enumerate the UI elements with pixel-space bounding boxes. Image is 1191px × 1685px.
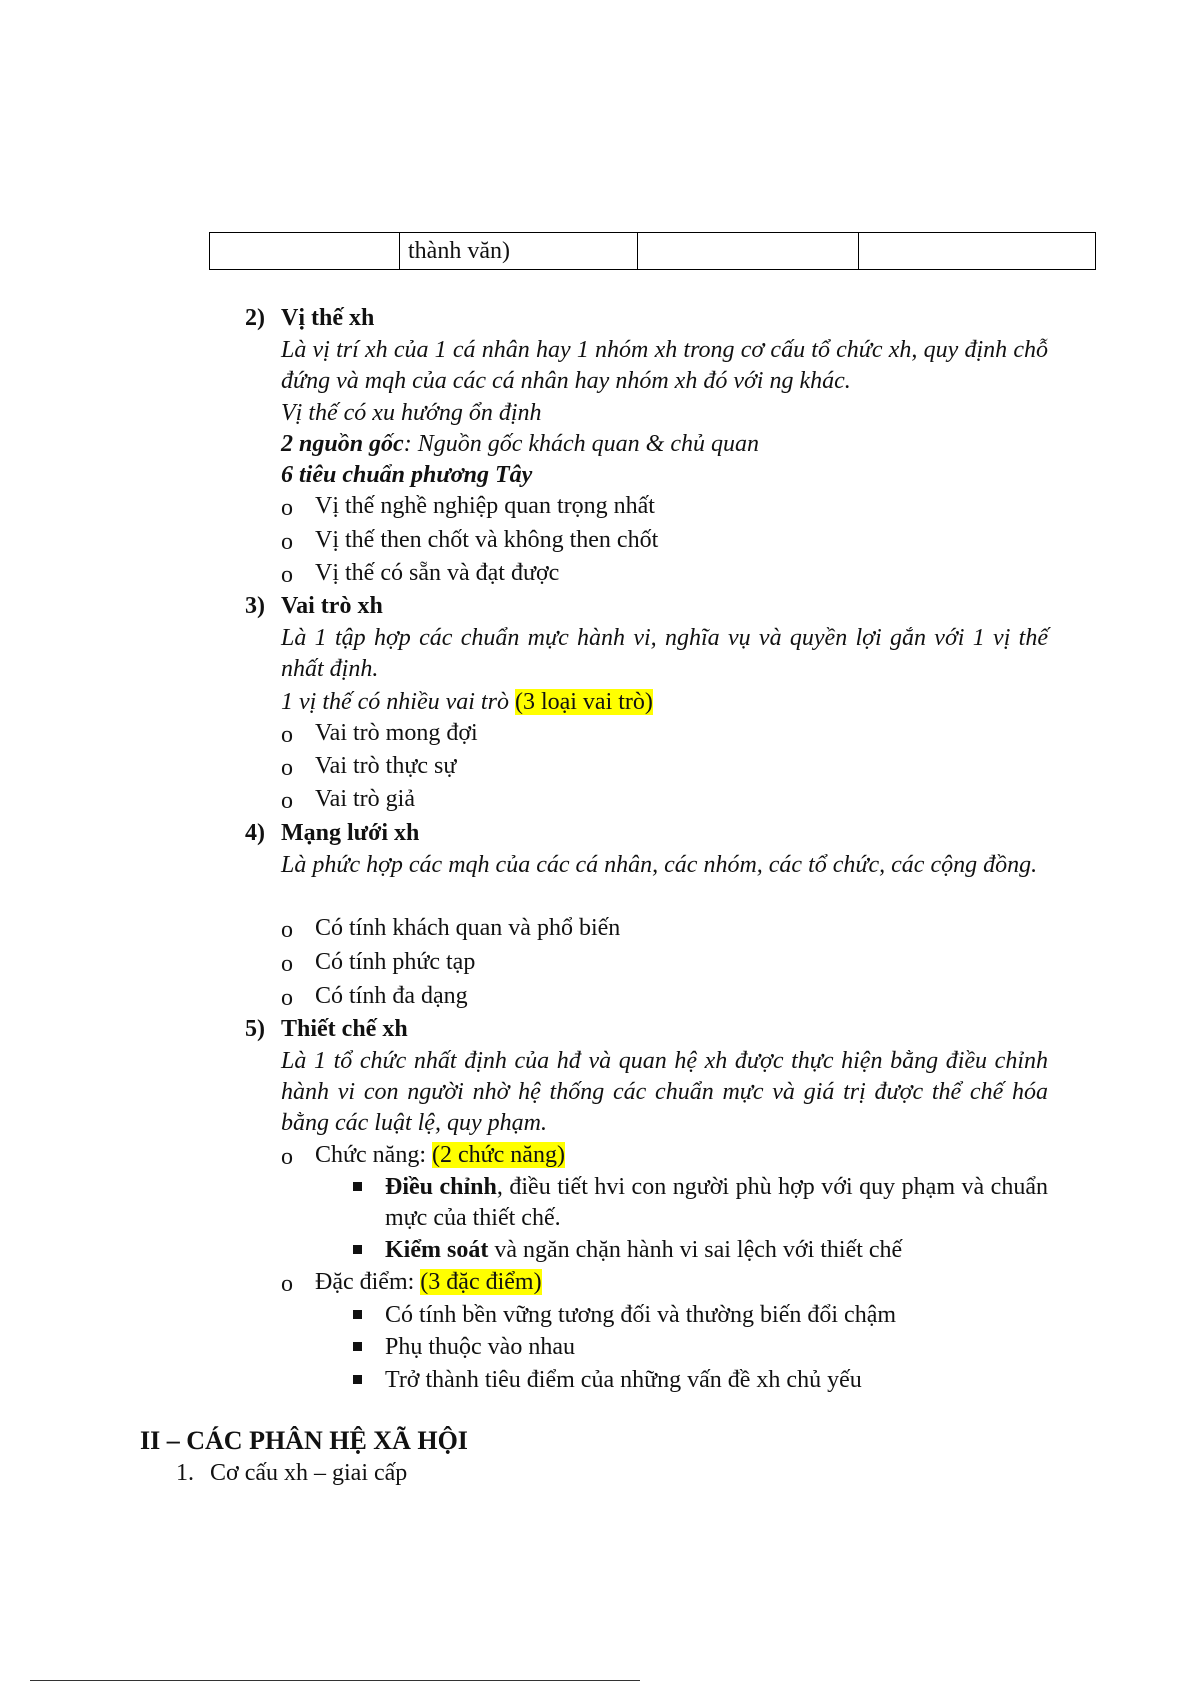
list-item: Phụ thuộc vào nhau bbox=[385, 1334, 575, 1360]
square-bullet-icon bbox=[353, 1375, 362, 1384]
circle-bullet-icon: o bbox=[281, 951, 293, 977]
table-cell bbox=[859, 233, 1096, 270]
circle-bullet-icon: o bbox=[281, 788, 293, 814]
square-bullet-icon bbox=[353, 1342, 362, 1351]
footer-divider bbox=[30, 1680, 640, 1681]
section-title: Vị thế xh bbox=[281, 305, 375, 331]
origin-line bbox=[281, 429, 759, 459]
function-label: Chức năng: bbox=[315, 1142, 432, 1168]
list-item: Vị thế nghề nghiệp quan trọng nhất bbox=[315, 493, 655, 519]
highlight-text: (2 chức năng) bbox=[432, 1142, 565, 1168]
origin-label: 2 nguồn gốc bbox=[281, 431, 404, 457]
list-item: Có tính khách quan và phổ biến bbox=[315, 915, 621, 941]
numbered-item-number: 1. bbox=[176, 1460, 194, 1486]
list-item: Vị thế có sẵn và đạt được bbox=[315, 560, 560, 586]
section-definition: Là phức hợp các mqh của các cá nhân, các nhóm, các tổ chức, các cộng đồng. bbox=[281, 852, 1038, 878]
feature-line bbox=[315, 1267, 542, 1297]
function-line bbox=[315, 1140, 565, 1170]
list-item: Có tính bền vững tương đối và thường biến đổi chậm bbox=[385, 1302, 897, 1328]
origin-text: : Nguồn gốc khách quan & chủ quan bbox=[403, 431, 759, 457]
criteria-heading: 6 tiêu chuẩn phương Tây bbox=[281, 462, 533, 488]
table-cell bbox=[210, 233, 400, 270]
section-title: Mạng lưới xh bbox=[281, 820, 420, 846]
list-item: Trở thành tiêu điểm của những vấn đề xh chủ yếu bbox=[385, 1367, 862, 1393]
square-bullet-icon bbox=[353, 1182, 362, 1191]
list-item: Vai trò thực sự bbox=[315, 753, 457, 779]
circle-bullet-icon: o bbox=[281, 1271, 293, 1297]
circle-bullet-icon: o bbox=[281, 985, 293, 1011]
table-row bbox=[210, 233, 1096, 270]
square-bullet-icon bbox=[353, 1245, 362, 1254]
circle-bullet-icon: o bbox=[281, 917, 293, 943]
list-item: Có tính phức tạp bbox=[315, 949, 476, 975]
section-note-line bbox=[281, 687, 653, 717]
section-number: 3) bbox=[245, 593, 265, 619]
item-text: , điều tiết hvi con người phù hợp với quy phạm và chuẩn mực của thiết chế. bbox=[385, 1174, 1048, 1231]
circle-bullet-icon: o bbox=[281, 755, 293, 781]
circle-bullet-icon: o bbox=[281, 722, 293, 748]
section-number: 4) bbox=[245, 820, 265, 846]
list-item bbox=[385, 1172, 1048, 1234]
section-note: 1 vị thế có nhiều vai trò bbox=[281, 689, 509, 715]
section-definition: Là vị trí xh của 1 cá nhân hay 1 nhóm xh trong cơ cấu tổ chức xh, quy định chỗ đứng và mqh của các cá nhân hay nhóm xh đó với ng khác. bbox=[281, 337, 1048, 394]
section-number: 2) bbox=[245, 305, 265, 331]
highlight-text: (3 loại vai trò) bbox=[514, 689, 653, 715]
section-definition: Là 1 tổ chức nhất định của hđ và quan hệ xh được thực hiện bằng điều chỉnh hành vi con người nhờ hệ thống các chuẩn mực và giá trị được thể chế hóa bằng các luật lệ, quy phạm. bbox=[281, 1048, 1048, 1136]
circle-bullet-icon: o bbox=[281, 1144, 293, 1170]
section-title: Thiết chế xh bbox=[281, 1016, 408, 1042]
circle-bullet-icon: o bbox=[281, 562, 293, 588]
part-heading: II – CÁC PHÂN HỆ XÃ HỘI bbox=[140, 1426, 468, 1455]
list-item: Vị thế then chốt và không then chốt bbox=[315, 527, 659, 553]
circle-bullet-icon: o bbox=[281, 529, 293, 555]
section-title: Vai trò xh bbox=[281, 593, 383, 619]
section-number: 5) bbox=[245, 1016, 265, 1042]
list-item bbox=[385, 1235, 902, 1265]
item-text: và ngăn chặn hành vi sai lệch với thiết chế bbox=[488, 1237, 903, 1263]
list-item: Có tính đa dạng bbox=[315, 983, 468, 1009]
item-bold: Điều chỉnh bbox=[385, 1174, 497, 1200]
feature-label: Đặc điểm: bbox=[315, 1269, 421, 1295]
list-item: Vai trò mong đợi bbox=[315, 720, 478, 746]
table-cell: thành văn) bbox=[400, 233, 638, 270]
numbered-item-text: Cơ cấu xh – giai cấp bbox=[210, 1460, 408, 1486]
highlight-text: (3 đặc điểm) bbox=[420, 1269, 542, 1295]
circle-bullet-icon: o bbox=[281, 495, 293, 521]
section-definition: Là 1 tập hợp các chuẩn mực hành vi, nghĩa vụ và quyền lợi gắn với 1 vị thế nhất định. bbox=[281, 625, 1048, 682]
square-bullet-icon bbox=[353, 1310, 362, 1319]
list-item: Vai trò giả bbox=[315, 786, 415, 812]
table-cell bbox=[638, 233, 859, 270]
section-note: Vị thế có xu hướng ổn định bbox=[281, 400, 542, 426]
table-fragment bbox=[209, 232, 1096, 270]
item-bold: Kiểm soát bbox=[385, 1237, 489, 1263]
